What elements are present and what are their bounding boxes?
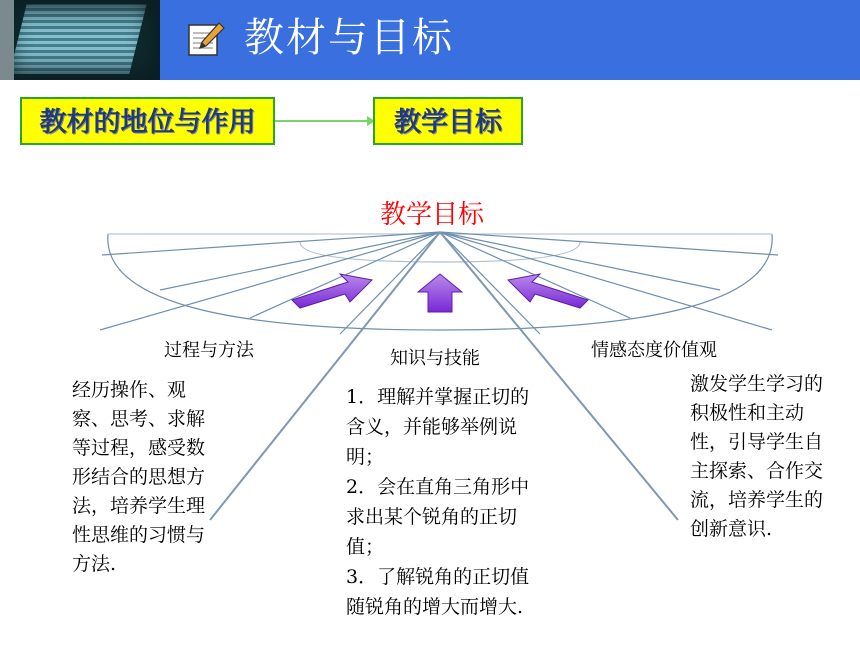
computer-screen-photo	[0, 0, 160, 80]
notepad-pencil-icon	[186, 19, 226, 59]
knowledge-skill-text	[346, 382, 546, 622]
purple-arrows	[292, 274, 588, 312]
title-bar	[0, 0, 860, 80]
emotion-values-text: 激发学生学习的积极性和主动性，引导学生自主探索、合作交流，培养学生的创新意识.	[690, 373, 824, 540]
right-up-arrow	[508, 274, 588, 308]
left-up-arrow	[292, 274, 372, 308]
material-position-tag: 教材的地位与作用	[20, 97, 275, 145]
emotion-values-label: 情感态度价值观	[591, 340, 717, 361]
process-method-label: 过程与方法	[164, 340, 254, 361]
page-title: 教材与目标	[244, 15, 454, 61]
knowledge-item-1: 1．理解并掌握正切的含义，并能够举例说明；	[346, 386, 530, 468]
process-method-text: 经历操作、观察、思考、求解等过程，感受数形结合的思想方法，培养学生理性思维的习惯与方法.	[72, 379, 206, 575]
center-up-arrow	[418, 274, 462, 312]
right-arrow-icon	[275, 114, 375, 128]
diagram-center-title: 教学目标	[380, 200, 485, 230]
left-accent-bar	[0, 0, 14, 80]
knowledge-item-3: 3．了解锐角的正切值随锐角的增大而增大.	[346, 566, 530, 618]
teaching-goal-tag: 教学目标	[373, 97, 523, 145]
knowledge-skill-label: 知识与技能	[390, 348, 480, 369]
knowledge-item-2: 2．会在直角三角形中求出某个锐角的正切值；	[346, 476, 530, 558]
